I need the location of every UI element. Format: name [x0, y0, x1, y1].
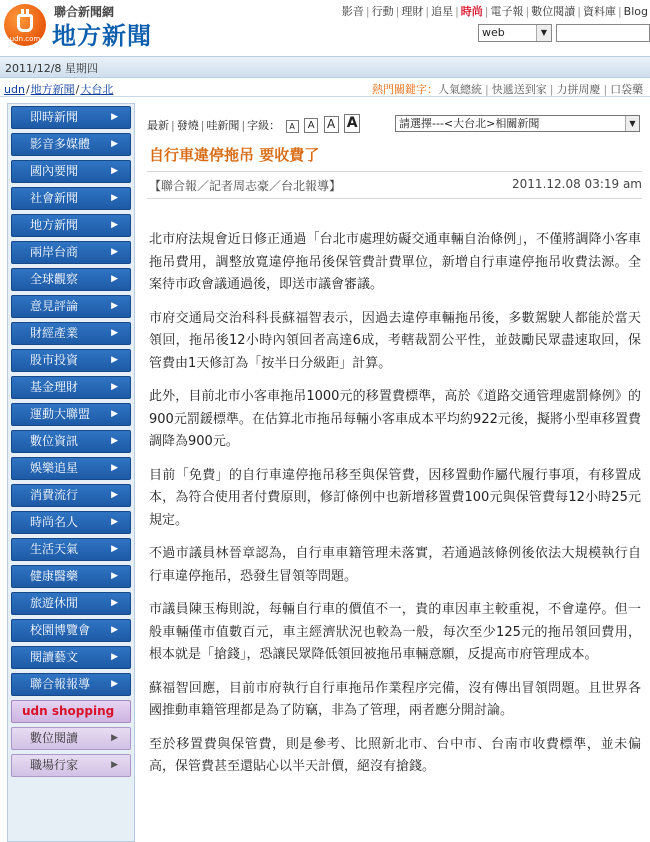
article-byline: 【聯合報／記者周志豪／台北報導】 — [149, 179, 342, 193]
font-size-label: 字級： — [247, 119, 281, 132]
article-headline: 自行車違停拖吊 要收費了 — [149, 146, 320, 164]
nav-link-finance[interactable]: 理財 — [401, 5, 424, 18]
nav-link-digital-reading[interactable]: 數位閱讀 — [531, 5, 576, 18]
arrow-right-icon: ▶ — [111, 139, 118, 149]
sidebar-item-travel[interactable]: 旅遊休閒 ▶ — [11, 592, 131, 615]
article-body — [149, 229, 641, 790]
top-navigation: 影音 | 行動 | 理財 | 追星 | 時尚 | 電子報 | 數位閱讀 | 資料庫 | Blog — [341, 5, 648, 18]
related-news-value: 請選擇---<大台北>相關新聞 — [399, 117, 540, 130]
article-paragraph: 北市府法規會近日修正通過「台北市處理妨礙交通車輛自治條例」，不僅將調降小客車拖吊費用，調整放寬違停拖吊後保管費計費單位，新增自行車違停拖吊收費法源。全案待市政會議通過後，即送市議會審議。 — [149, 232, 641, 292]
arrow-right-icon: ▶ — [111, 571, 118, 581]
divider — [0, 96, 650, 97]
nav-link-newsletter[interactable]: 電子報 — [490, 5, 524, 18]
article-paragraph: 不過市議員林晉章認為，自行車車籍管理未落實，若通過該條例後依法大規模執行自行車違停拖吊，恐發生冒領等問題。 — [149, 546, 641, 584]
arrow-right-icon: ▶ — [111, 166, 118, 176]
arrow-right-icon: ▶ — [111, 679, 118, 689]
hot-keyword-item[interactable]: 力拼周慶 — [556, 83, 601, 96]
arrow-right-icon: ▶ — [111, 598, 118, 608]
hot-keywords: 熱門關鍵字：人氣總統 | 快遞送到家 | 力拼周慶 | 口袋藥 — [372, 83, 644, 96]
sidebar-item-stocks[interactable]: 股市投資 ▶ — [11, 349, 131, 372]
hot-keyword-item[interactable]: 人氣總統 — [438, 83, 482, 96]
sidebar-item-digital-reading[interactable]: 數位閱讀 ▶ — [11, 727, 131, 750]
sidebar-item-society[interactable]: 社會新聞 ▶ — [11, 187, 131, 210]
search-scope-value: web — [482, 26, 505, 39]
article-toolbar: 最新 | 發燒 | 哇新聞 | 字級： A A A A — [147, 114, 360, 134]
related-news-select[interactable] — [395, 115, 640, 132]
nav-link-video[interactable]: 影音 — [341, 5, 364, 18]
article-timestamp: 2011.12.08 03:19 am — [512, 177, 642, 191]
sidebar-item-celebrities[interactable]: 時尚名人 ▶ — [11, 511, 131, 534]
article-paragraph: 目前「免費」的自行車違停拖吊移至與保管費，因移置動作屬代履行事項，有移置成本，為符合使用者付費原則，修訂條例中也新增移置費100元與保管費每12小時25元規定。 — [149, 467, 641, 528]
sidebar-item-opinion[interactable]: 意見評論 ▶ — [11, 295, 131, 318]
arrow-right-icon: ▶ — [111, 301, 118, 311]
arrow-right-icon: ▶ — [111, 652, 118, 662]
breadcrumb-udn[interactable]: udn — [4, 83, 25, 96]
hot-keywords-label: 熱門關鍵字： — [372, 83, 438, 96]
sidebar-item-sports[interactable]: 運動大聯盟 ▶ — [11, 403, 131, 426]
arrow-right-icon: ▶ — [111, 409, 118, 419]
article-column — [147, 103, 647, 842]
wow-news-link[interactable]: 哇新聞 — [206, 119, 240, 132]
divider — [147, 171, 642, 172]
udn-logo-icon[interactable] — [4, 4, 46, 46]
sidebar-item-weather[interactable]: 生活天氣 ▶ — [11, 538, 131, 561]
arrow-right-icon: ▶ — [111, 193, 118, 203]
sidebar-item-consumer[interactable]: 消費流行 ▶ — [11, 484, 131, 507]
site-header — [0, 0, 650, 52]
arrow-right-icon: ▶ — [111, 760, 118, 770]
sidebar-item-shopping[interactable]: udn shopping — [11, 700, 131, 723]
hot-link[interactable]: 發燒 — [176, 119, 199, 132]
sidebar-item-udn-report[interactable]: 聯合報報導 ▶ — [11, 673, 131, 696]
sidebar-item-local[interactable]: 地方新聞 ▶ — [11, 214, 131, 237]
arrow-right-icon: ▶ — [111, 517, 118, 527]
nav-link-blog[interactable]: Blog — [623, 5, 648, 18]
sidebar-item-campus[interactable]: 校園博覽會 ▶ — [11, 619, 131, 642]
sidebar-item-digital[interactable]: 數位資訊 ▶ — [11, 430, 131, 453]
nav-link-database[interactable]: 資料庫 — [582, 5, 616, 18]
search-scope-select[interactable] — [478, 24, 552, 42]
arrow-right-icon: ▶ — [111, 463, 118, 473]
nav-link-stars[interactable]: 追星 — [431, 5, 454, 18]
article-paragraph: 此外，目前北市小客車拖吊1000元的移置費標準，高於《道路交通管理處罰條例》的900元罰鍰標準。在估算北市拖吊每輛小客車成本平均約922元後，擬將小型車移置費調降為900元。 — [149, 389, 641, 449]
sidebar-item-domestic[interactable]: 國內要聞 ▶ — [11, 160, 131, 183]
font-size-medium-button[interactable]: A — [304, 118, 318, 133]
breadcrumb-local-news[interactable]: 地方新聞 — [30, 83, 75, 96]
sidebar-item-funds[interactable]: 基金理財 ▶ — [11, 376, 131, 399]
article-paragraph: 至於移置費與保管費，則是參考、比照新北市、台中市、台南市收費標準，並未偏高，保管費甚至還貼心以半天計價，絕沒有搶錢。 — [149, 736, 641, 774]
arrow-right-icon: ▶ — [111, 733, 118, 743]
font-size-large-button[interactable]: A — [324, 116, 339, 133]
brand-network-name[interactable]: 聯合新聞網 — [54, 5, 115, 19]
arrow-right-icon: ▶ — [111, 274, 118, 284]
current-date: 2011/12/8 星期四 — [5, 62, 98, 75]
sidebar-item-arts[interactable]: 閱讀藝文 ▶ — [11, 646, 131, 669]
arrow-right-icon: ▶ — [111, 328, 118, 338]
sidebar-item-business[interactable]: 財經產業 ▶ — [11, 322, 131, 345]
arrow-right-icon: ▶ — [111, 112, 118, 122]
search-input[interactable] — [556, 24, 650, 42]
nav-link-mobile[interactable]: 行動 — [371, 5, 394, 18]
sidebar-item-multimedia[interactable]: 影音多媒體 ▶ — [11, 133, 131, 156]
font-size-xlarge-button[interactable]: A — [344, 114, 360, 133]
font-size-small-button[interactable]: A — [286, 120, 299, 133]
arrow-right-icon: ▶ — [111, 247, 118, 257]
sidebar-item-breaking-news[interactable]: 即時新聞 ▶ — [11, 106, 131, 129]
hot-keyword-item[interactable]: 口袋藥 — [610, 83, 644, 96]
arrow-right-icon: ▶ — [111, 382, 118, 392]
sidebar-item-career[interactable]: 職場行家 ▶ — [11, 754, 131, 777]
sidebar-item-global[interactable]: 全球觀察 ▶ — [11, 268, 131, 291]
logo-subtext: udn.com — [9, 35, 41, 43]
article-paragraph: 市議員陳玉梅則說，每輛自行車的價值不一，貴的車因車主較重視，不會違停。但一般車輛僅市值數百元，車主經濟狀況也較為一般，每次至少125元的拖吊領回費用，根本就是「搶錢」，恐讓民眾降低領回被拖吊車輛意願，反提高市府管理成本。 — [149, 602, 641, 662]
brand-section-title[interactable]: 地方新聞 — [52, 22, 152, 50]
sidebar-item-health[interactable]: 健康醫藥 ▶ — [11, 565, 131, 588]
nav-link-fashion[interactable]: 時尚 — [460, 5, 483, 18]
article-paragraph: 市府交通局交治科科長蘇福智表示，因過去違停車輛拖吊後，多數駕駛人都能於當天領回，拖吊後12小時內領回者高達6成，考轄裁罰公平性，並鼓勵民眾盡速取回，保管費由1天修訂為「按半日分級距」計算。 — [149, 310, 641, 371]
chevron-down-icon: ▼ — [536, 25, 551, 41]
breadcrumb: udn/地方新聞/大台北 — [4, 83, 114, 96]
arrow-right-icon: ▶ — [111, 544, 118, 554]
chevron-down-icon: ▼ — [625, 116, 639, 131]
sidebar-item-cross-strait[interactable]: 兩岸台商 ▶ — [11, 241, 131, 264]
latest-link[interactable]: 最新 — [147, 119, 169, 132]
arrow-right-icon: ▶ — [111, 625, 118, 635]
arrow-right-icon: ▶ — [111, 220, 118, 230]
arrow-right-icon: ▶ — [111, 355, 118, 365]
date-bar — [0, 56, 650, 78]
breadcrumb-greater-taipei[interactable]: 大台北 — [80, 83, 114, 96]
divider — [147, 198, 642, 199]
hot-keyword-item[interactable]: 快遞送到家 — [491, 83, 547, 96]
article-paragraph: 蘇福智回應，目前市府執行自行車拖吊作業程序完備，沒有傳出冒領問題。且世界各國推動車籍管理都是為了防竊，非為了管理，兩者應分開討論。 — [149, 680, 641, 718]
plug-icon — [17, 14, 33, 32]
sidebar-item-entertainment[interactable]: 娛樂追星 ▶ — [11, 457, 131, 480]
arrow-right-icon: ▶ — [111, 436, 118, 446]
arrow-right-icon: ▶ — [111, 490, 118, 500]
category-sidebar — [7, 103, 135, 842]
